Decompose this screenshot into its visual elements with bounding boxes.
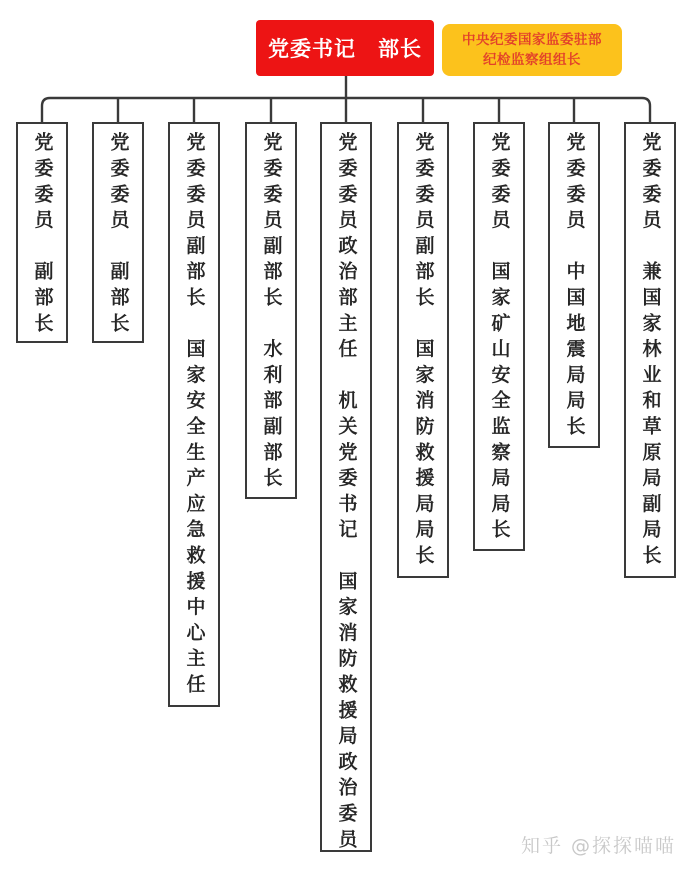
member-box-6-label: 党委委员副部长 国家消防救援局局长 [412, 132, 435, 571]
member-box-6 [397, 122, 449, 578]
member-box-9-label: 党委委员 兼国家林业和草原局副局长 [639, 132, 662, 571]
discipline-inspection-line2: 纪检监察组组长 [483, 52, 581, 68]
root-title-label: 党委书记 部长 [268, 37, 422, 61]
zhihu-watermark: 知乎 @探探喵喵 [520, 835, 676, 857]
member-box-2 [92, 122, 144, 343]
member-box-5-label: 党委委员政治部主任 机关党委书记 国家消防救援局政治委员 [335, 132, 358, 855]
member-box-1 [16, 122, 68, 343]
member-box-8-label: 党委委员 中国地震局局长 [563, 132, 586, 442]
member-box-2-label: 党委委员 副部长 [107, 132, 130, 339]
member-box-4-label: 党委委员副部长 水利部副部长 [260, 132, 283, 494]
member-box-4 [245, 122, 297, 499]
member-box-9 [624, 122, 676, 578]
discipline-inspection-box [442, 24, 622, 76]
member-box-7-label: 党委委员 国家矿山安全监察局局长 [488, 132, 511, 545]
member-box-5 [320, 122, 372, 855]
member-box-7 [473, 122, 525, 551]
discipline-inspection-line1: 中央纪委国家监委驻部 [462, 32, 602, 48]
member-box-8 [548, 122, 600, 448]
member-box-3 [168, 122, 220, 707]
member-box-1-label: 党委委员 副部长 [31, 132, 54, 339]
root-title-box [256, 20, 434, 76]
member-box-3-label: 党委委员副部长 国家安全生产应急救援中心主任 [183, 132, 206, 700]
